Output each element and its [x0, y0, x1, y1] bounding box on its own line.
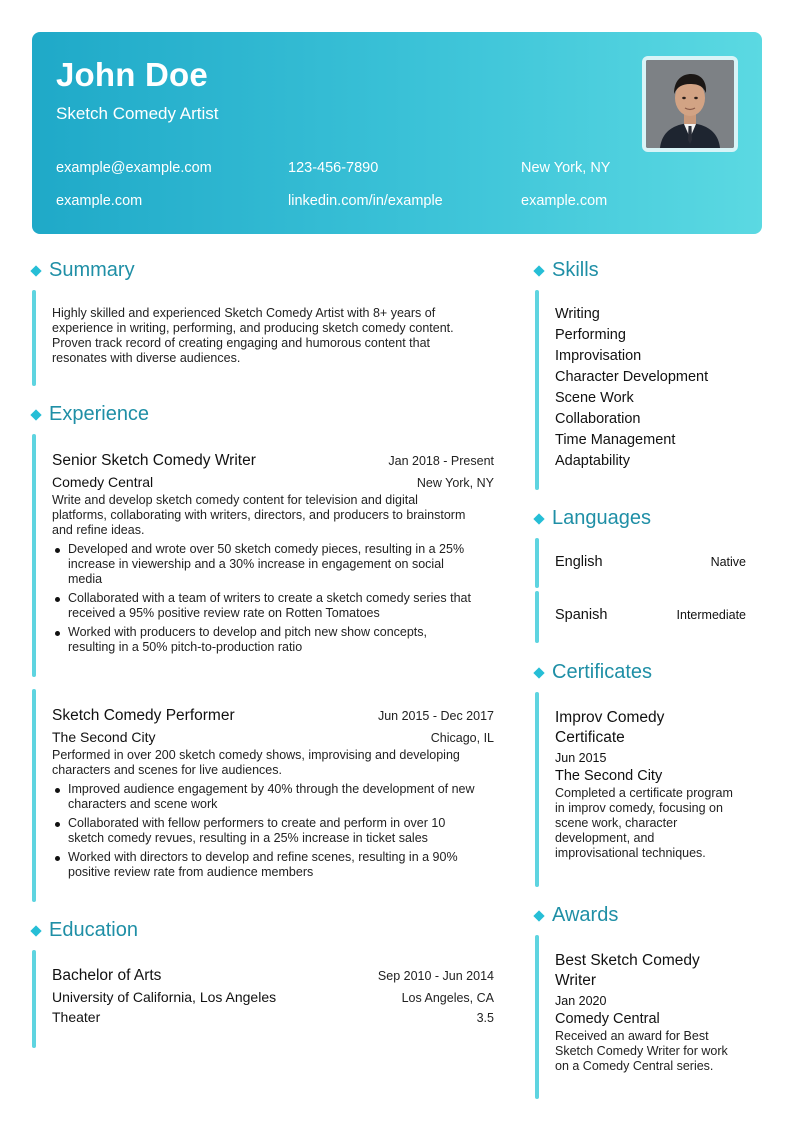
- section-label: Summary: [49, 259, 135, 281]
- education-dates: Sep 2010 - Jun 2014: [377, 969, 494, 983]
- section-label: Experience: [49, 403, 150, 425]
- summary-block: [32, 290, 496, 386]
- skill-item: Improvisation: [555, 348, 642, 364]
- summary-line: experience in writing, performing, and producing sketch comedy content.: [52, 321, 454, 335]
- award-description-line: on a Comedy Central series.: [555, 1059, 714, 1073]
- certificate-description-line: development, and: [555, 831, 655, 845]
- email-link[interactable]: example@example.com: [56, 160, 212, 176]
- award-date: Jan 2020: [555, 994, 607, 1008]
- achievement-item: [52, 625, 494, 655]
- diamond-bullet-icon: [533, 667, 544, 678]
- achievement-item: [52, 782, 494, 812]
- company-name: The Second City: [52, 729, 156, 745]
- job-description-line: Performed in over 200 sketch comedy shows, improvising and developing: [52, 748, 460, 762]
- achievement-line: Worked with directors to develop and refine scenes, resulting in a 90%: [68, 850, 458, 864]
- job-description-line: and refine ideas.: [52, 523, 145, 537]
- linkedin-link[interactable]: linkedin.com/in/example: [288, 193, 443, 209]
- award-title: Best Sketch Comedy: [555, 952, 700, 969]
- achievement-line: Collaborated with fellow performers to create and perform in over 10: [68, 816, 446, 830]
- phone-number: 123-456-7890: [288, 160, 379, 176]
- diamond-bullet-icon: [533, 513, 544, 524]
- certificate-description-line: Completed a certificate program: [555, 786, 733, 800]
- achievement-line: received a 95% positive review rate on Rotten Tomatoes: [68, 606, 380, 620]
- section-title-education: [29, 919, 138, 942]
- language-entry: [535, 591, 759, 643]
- job-location: New York, NY: [416, 476, 494, 490]
- certificate-entry: [535, 692, 759, 887]
- experience-entry: [32, 434, 496, 677]
- language-name: Spanish: [555, 607, 608, 623]
- achievement-line: increase in viewership and a 30% increase in engagement on social: [68, 557, 444, 571]
- school-location: Los Angeles, CA: [401, 991, 494, 1005]
- job-title: Senior Sketch Comedy Writer: [52, 452, 256, 469]
- achievement-item: [52, 542, 494, 587]
- section-title-skills: [532, 259, 599, 282]
- candidate-name: John Doe: [56, 56, 208, 93]
- person-portrait-icon: [646, 60, 734, 148]
- achievement-line: media: [68, 572, 103, 586]
- summary-line: Proven track record of creating engaging and humorous content that: [52, 336, 431, 350]
- school-name: University of California, Los Angeles: [52, 989, 277, 1005]
- job-title: Sketch Comedy Performer: [52, 707, 235, 724]
- diamond-bullet-icon: [30, 925, 41, 936]
- section-label: Languages: [552, 507, 651, 529]
- achievement-line: positive review rate from audience members: [68, 865, 314, 879]
- skill-item: Writing: [555, 306, 600, 322]
- language-name: English: [555, 554, 603, 570]
- award-description-line: Sketch Comedy Writer for work: [555, 1044, 728, 1058]
- achievement-item: [52, 591, 494, 621]
- achievement-line: characters and scene work: [68, 797, 218, 811]
- certificate-title: Certificate: [555, 729, 625, 746]
- award-entry: [535, 935, 759, 1099]
- location: New York, NY: [521, 160, 611, 176]
- achievement-line: sketch comedy revues, resulting in a 25% increase in ticket sales: [68, 831, 428, 845]
- certificate-description-line: improvisational techniques.: [555, 846, 706, 860]
- section-title-awards: [532, 904, 618, 927]
- award-title: Writer: [555, 972, 597, 989]
- achievement-line: Developed and wrote over 50 sketch comedy pieces, resulting in a 25%: [68, 542, 465, 556]
- skill-item: Scene Work: [555, 390, 634, 406]
- certificate-title: Improv Comedy: [555, 709, 665, 726]
- achievement-item: [52, 850, 494, 880]
- section-label: Education: [49, 919, 138, 941]
- section-title-experience: [29, 403, 149, 426]
- diamond-bullet-icon: [30, 265, 41, 276]
- section-title-languages: [532, 507, 651, 530]
- summary-line: Highly skilled and experienced Sketch Comedy Artist with 8+ years of: [52, 306, 436, 320]
- achievement-line: Worked with producers to develop and pitch new show concepts,: [68, 625, 427, 639]
- award-description-line: Received an award for Best: [555, 1029, 709, 1043]
- language-level: Intermediate: [676, 608, 746, 622]
- skill-item: Adaptability: [555, 453, 630, 469]
- education-entry: [32, 950, 496, 1048]
- skills-block: [535, 290, 759, 490]
- website-link[interactable]: example.com: [56, 193, 143, 209]
- certificate-description-line: scene work, character: [555, 816, 678, 830]
- gpa: 3.5: [476, 1011, 494, 1025]
- section-label: Awards: [552, 904, 619, 926]
- candidate-title: Sketch Comedy Artist: [56, 104, 219, 123]
- skill-item: Performing: [555, 327, 626, 343]
- summary-line: resonates with diverse audiences.: [52, 351, 241, 365]
- certificate-description-line: in improv comedy, focusing on: [555, 801, 723, 815]
- job-dates: Jun 2015 - Dec 2017: [377, 709, 494, 723]
- experience-entry: [32, 689, 496, 902]
- job-location: Chicago, IL: [430, 731, 494, 745]
- achievement-list: [52, 542, 494, 655]
- achievement-list: [52, 782, 494, 880]
- website-link-2[interactable]: example.com: [521, 193, 608, 209]
- achievement-line: resulting in a 50% pitch-to-production ratio: [68, 640, 303, 654]
- section-label: Skills: [552, 259, 599, 281]
- certificate-issuer: The Second City: [555, 768, 663, 784]
- field-of-study: Theater: [52, 1009, 101, 1025]
- achievement-line: Improved audience engagement by 40% through the development of new: [68, 782, 475, 796]
- skill-item: Time Management: [555, 432, 676, 448]
- job-dates: Jan 2018 - Present: [388, 454, 494, 468]
- certificate-date: Jun 2015: [555, 751, 607, 765]
- section-title-certificates: [532, 661, 652, 684]
- job-description-line: Write and develop sketch comedy content for television and digital: [52, 493, 418, 507]
- language-entry: [535, 538, 759, 588]
- section-title-summary: [29, 259, 135, 282]
- language-level: Native: [710, 555, 746, 569]
- degree: Bachelor of Arts: [52, 967, 162, 984]
- skill-item: Character Development: [555, 369, 709, 385]
- achievement-line: Collaborated with a team of writers to create a sketch comedy series that: [68, 591, 471, 605]
- achievement-item: [52, 816, 494, 846]
- skill-item: Collaboration: [555, 411, 641, 427]
- company-name: Comedy Central: [52, 474, 154, 490]
- resume-header: [32, 32, 762, 234]
- profile-photo: [642, 56, 738, 152]
- job-description-line: platforms, collaborating with writers, directors, and producers to brainstorm: [52, 508, 466, 522]
- diamond-bullet-icon: [533, 910, 544, 921]
- award-issuer: Comedy Central: [555, 1011, 660, 1027]
- job-description-line: characters and scenes for live audiences.: [52, 763, 282, 777]
- diamond-bullet-icon: [30, 409, 41, 420]
- section-label: Certificates: [552, 661, 653, 683]
- diamond-bullet-icon: [533, 265, 544, 276]
